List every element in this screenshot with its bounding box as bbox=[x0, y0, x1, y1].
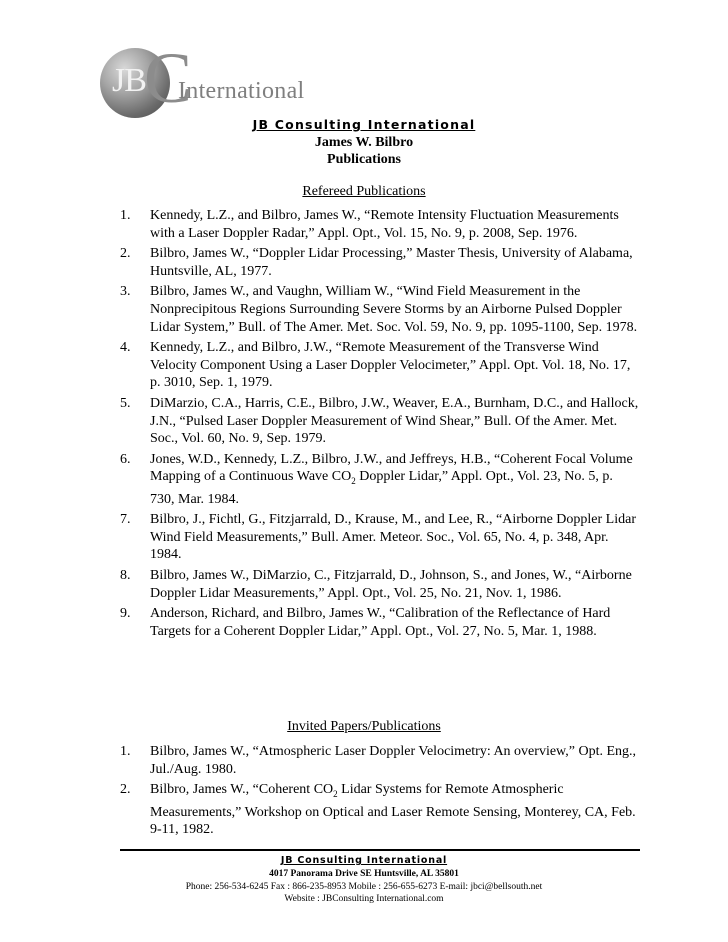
item-text: Bilbro, James W., DiMarzio, C., Fitzjarrald, D., Johnson, S., and Jones, W., “Airborne Doppler Lidar Measurements,” Appl. Opt., Vol. 25, No. 21, Nov. 1, 1986. bbox=[150, 568, 632, 601]
section-title-invited: Invited Papers/Publications bbox=[287, 719, 441, 734]
subscript: 2 bbox=[333, 788, 338, 799]
item-text-pre: Jones, W.D., Kennedy, L.Z., Bilbro, J.W., and Jeffreys, H.B., “Coherent Focal Volume Mapping of a Continuous Wave CO bbox=[150, 451, 633, 485]
item-text: Bilbro, James W., “Doppler Lidar Processing,” Master Thesis, University of Alabama, Huntsville, AL, 1977. bbox=[150, 246, 633, 279]
item-number: 1. bbox=[120, 208, 131, 223]
list-item bbox=[120, 567, 640, 602]
footer-divider bbox=[120, 849, 640, 851]
footer-company-name: JB Consulting International bbox=[280, 855, 448, 866]
section-title-refereed: Refereed Publications bbox=[302, 184, 426, 199]
footer-website: Website : JBConsulting International.com bbox=[284, 894, 444, 904]
company-logo bbox=[100, 38, 330, 120]
item-number: 5. bbox=[120, 395, 131, 411]
item-number: 8. bbox=[120, 568, 131, 584]
item-text-pre: Bilbro, James W., “Coherent CO bbox=[150, 782, 334, 798]
logo-wordmark: International bbox=[178, 78, 305, 104]
page-title: Publications bbox=[327, 152, 401, 167]
footer-address: 4017 Panorama Drive SE Huntsville, AL 35801 bbox=[269, 869, 459, 879]
list-item bbox=[120, 451, 640, 509]
item-number: 1. bbox=[120, 744, 131, 759]
item-text: Anderson, Richard, and Bilbro, James W., “Calibration of the Reflectance of Hard Targets for a Coherent Doppler Lidar,” Appl. Opt., Vol. 27, No. 5, Mar. 1, 1988. bbox=[150, 606, 611, 639]
logo-monogram: JB bbox=[112, 62, 146, 99]
item-text: Bilbro, James W., and Vaughn, William W., “Wind Field Measurement in the Nonprecipitous Regions Surrounding Severe Storms by an Airborne Pulsed Doppler Lidar System,” Bull. of The Amer. Met. Soc. Vol. 59, No. 9, pp. 1095-1100, Sep. 1978. bbox=[150, 284, 638, 335]
item-text: Bilbro, James W., “Atmospheric Laser Doppler Velocimetry: An overview,” Opt. Eng., Jul./Aug. 1980. bbox=[150, 744, 637, 777]
list-item bbox=[120, 511, 640, 564]
footer-contact-info: Phone: 256-534-6245 Fax : 866-235-8953 Mobile : 256-655-6273 E-mail: jbci@bellsouth.net bbox=[185, 882, 543, 892]
item-text: Kennedy, L.Z., and Bilbro, J.W., “Remote Measurement of the Transverse Wind Velocity Component Using a Laser Doppler Velocimeter,” Appl. Opt. Vol. 18, No. 17, p. 3010, Sep. 1, 1979. bbox=[150, 340, 631, 391]
list-item bbox=[120, 605, 640, 640]
item-text: Bilbro, J., Fichtl, G., Fitzjarrald, D., Krause, M., and Lee, R., “Airborne Doppler Lidar Wind Field Measurements,” Bull. Amer. Meteor. Soc., Vol. 65, No. 4, p. 348, Apr. 1984. bbox=[150, 512, 637, 563]
refereed-publications-list bbox=[120, 207, 640, 643]
list-item bbox=[120, 283, 640, 336]
company-name: JB Consulting International bbox=[252, 117, 476, 132]
logo-c-letter: C bbox=[144, 38, 193, 118]
list-item bbox=[120, 395, 640, 448]
subscript: 2 bbox=[351, 476, 356, 487]
invited-publications-list bbox=[120, 743, 640, 842]
item-number: 9. bbox=[120, 606, 131, 622]
item-number: 6. bbox=[120, 451, 131, 467]
list-item bbox=[120, 339, 640, 392]
item-number: 2. bbox=[120, 782, 131, 798]
item-text: DiMarzio, C.A., Harris, C.E., Bilbro, J.W., Weaver, E.A., Burnham, D.C., and Hallock, J.N., “Pulsed Laser Doppler Measurement of Wind Shear,” Bull. Of the Amer. Met. Soc., Vol. 60, No. 9, Sep. 1979. bbox=[150, 395, 639, 447]
author-name: James W. Bilbro bbox=[314, 135, 414, 150]
item-text: Kennedy, L.Z., and Bilbro, James W., “Remote Intensity Fluctuation Measurements with a Laser Doppler Radar,” Appl. Opt., Vol. 15, No. 9, p. 2008, Sep. 1976. bbox=[150, 208, 619, 241]
item-number: 7. bbox=[120, 512, 131, 528]
list-item bbox=[120, 245, 640, 280]
item-text-post: Lidar Systems for Remote Atmospheric Measurements,” Workshop on Optical and Laser Remote Sensing, Monterey, CA, Feb. 9-11, 1982. bbox=[150, 782, 636, 838]
item-number: 4. bbox=[120, 340, 131, 356]
list-item bbox=[120, 207, 640, 242]
item-number: 2. bbox=[120, 246, 131, 262]
item-number: 3. bbox=[120, 284, 131, 300]
list-item bbox=[120, 781, 640, 839]
list-item bbox=[120, 743, 640, 778]
item-text-post: Doppler Lidar,” Appl. Opt., Vol. 23, No. 5, p. 730, Mar. 1984. bbox=[150, 469, 613, 507]
